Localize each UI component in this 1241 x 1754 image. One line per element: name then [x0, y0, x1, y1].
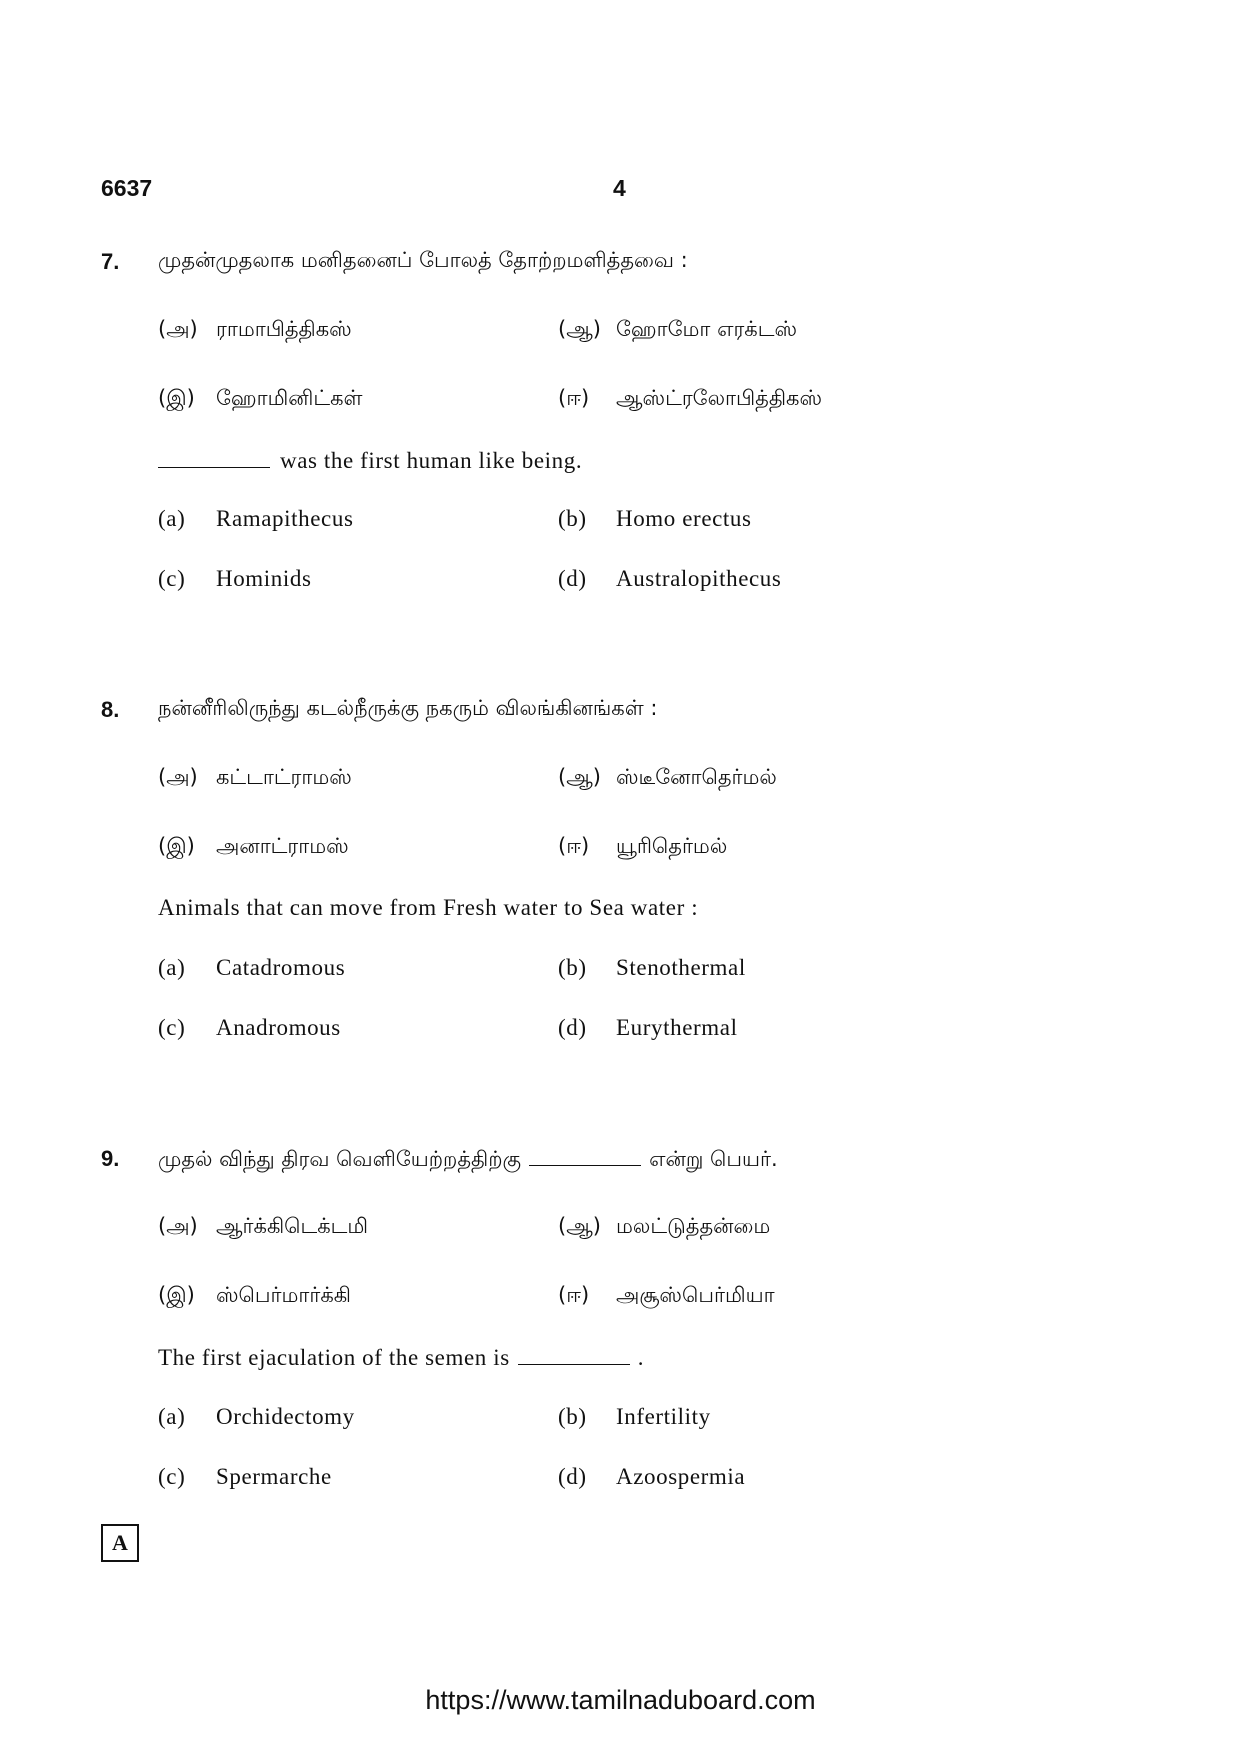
footer-url: https://www.tamilnaduboard.com — [425, 1685, 816, 1715]
page-number: 4 — [613, 175, 626, 201]
answer-blank — [158, 447, 270, 468]
option-tamil: (ஈ) அசூஸ்பெர்மியா — [558, 1283, 775, 1307]
option-english: (d) Eurythermal — [558, 1015, 738, 1040]
option-tamil: (ஈ) யூரிதெர்மல் — [558, 834, 728, 858]
question-text-english: The first ejaculation of the semen is . — [158, 1345, 645, 1370]
question-text-tamil: முதல் விந்து திரவ வெளியேற்றத்திற்கு என்று பெயர். — [158, 1147, 778, 1171]
option-english: (a) Ramapithecus — [158, 506, 354, 531]
option-english: (c) Hominids — [158, 566, 312, 591]
option-tamil: (இ) ஹோமினிட்கள் — [158, 386, 363, 410]
option-english: (b) Infertility — [558, 1404, 711, 1429]
question-text-english: Animals that can move from Fresh water to Sea water : — [158, 895, 699, 920]
paper-code: 6637 — [101, 175, 153, 201]
option-tamil: (அ) ராமாபித்திகஸ் — [158, 317, 352, 341]
option-english: (c) Spermarche — [158, 1464, 332, 1489]
option-tamil: (ஈ) ஆஸ்ட்ரலோபித்திகஸ் — [558, 386, 823, 410]
option-english: (d) Australopithecus — [558, 566, 782, 591]
option-tamil: (இ) ஸ்பெர்மார்க்கி — [158, 1283, 351, 1307]
question-number: 8. — [101, 697, 120, 722]
option-english: (a) Catadromous — [158, 955, 346, 980]
option-tamil: (ஆ) ஹோமோ எரக்டஸ் — [558, 317, 798, 341]
option-english: (d) Azoospermia — [558, 1464, 746, 1489]
question-number: 7. — [101, 249, 120, 274]
series-box: A — [101, 1524, 139, 1562]
option-english: (b) Homo erectus — [558, 506, 752, 531]
answer-blank — [518, 1344, 630, 1365]
question-text-tamil: முதன்முதலாக மனிதனைப் போலத் தோற்றமளித்தவை : — [158, 248, 688, 272]
answer-blank — [529, 1145, 641, 1166]
option-tamil: (ஆ) மலட்டுத்தன்மை — [558, 1214, 771, 1238]
option-tamil: (அ) கட்டாட்ராமஸ் — [158, 765, 352, 789]
option-tamil: (அ) ஆர்க்கிடெக்டமி — [158, 1214, 369, 1238]
option-english: (c) Anadromous — [158, 1015, 341, 1040]
question-text-tamil: நன்னீரிலிருந்து கடல்நீருக்கு நகரும் விலங்கினங்கள் : — [158, 696, 658, 720]
option-english: (a) Orchidectomy — [158, 1404, 355, 1429]
option-english: (b) Stenothermal — [558, 955, 746, 980]
question-text-english: was the first human like being. — [158, 447, 582, 474]
option-tamil: (ஆ) ஸ்டீனோதெர்மல் — [558, 765, 777, 789]
option-tamil: (இ) அனாட்ராமஸ் — [158, 834, 349, 858]
question-number: 9. — [101, 1146, 120, 1171]
